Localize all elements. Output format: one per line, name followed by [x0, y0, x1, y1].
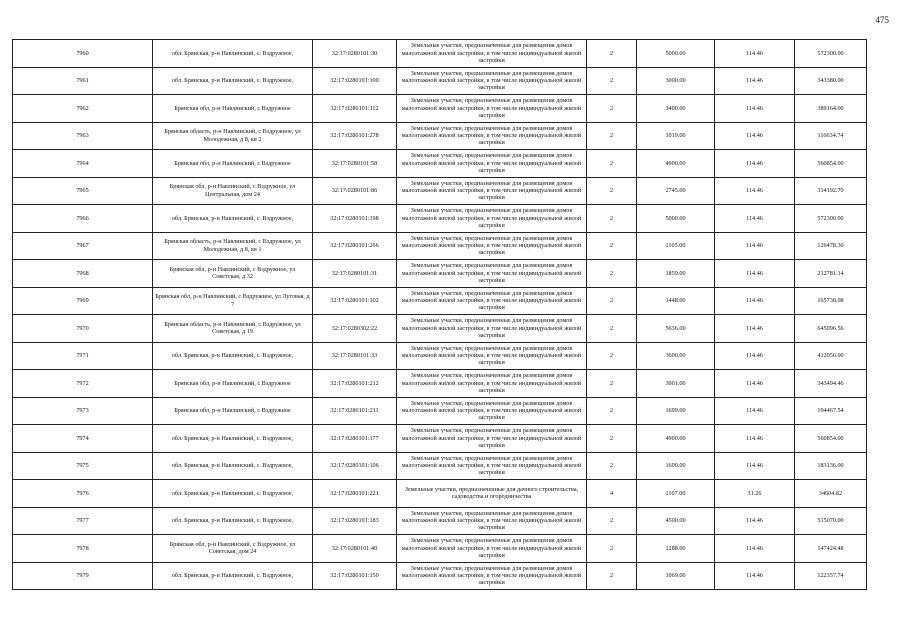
row-number: 7973	[13, 397, 153, 425]
cadastral-value-cell: 212781.14	[795, 260, 867, 288]
cadastral-value-cell: 126478.30	[795, 232, 867, 260]
table-row	[13, 95, 867, 123]
specific-value-cell: 114.46	[715, 315, 795, 343]
permitted-use-cell: Земельные участки, предназначенные для размещения домов малоэтажной жилой застройки, в том числе индивидуальной жилой застройки	[397, 535, 587, 563]
area-cell: 4900.00	[637, 425, 715, 453]
area-cell: 5000.00	[637, 40, 715, 68]
address-cell: Брянская область, р-н Навлинский, с Вздружное, ул Молодежная, д 8, кв 1	[153, 232, 313, 260]
table-row	[13, 287, 867, 315]
table-row	[13, 260, 867, 288]
address-cell: Брянская обл, р-н Навлинский, с Вздружное	[153, 95, 313, 123]
table-row	[13, 150, 867, 178]
permitted-use-cell: Земельные участки, предназначенные для размещения домов малоэтажной жилой застройки, в том числе индивидуальной жилой застройки	[397, 232, 587, 260]
permitted-use-cell: Земельные участки, предназначенные для размещения домов малоэтажной жилой застройки, в том числе индивидуальной жилой застройки	[397, 507, 587, 535]
area-cell: 1107.00	[637, 480, 715, 508]
cadastral-number-cell: 32:17:0280101:278	[313, 122, 397, 150]
cadastral-number-cell: 32:17:0280101:211	[313, 397, 397, 425]
table-row	[13, 507, 867, 535]
specific-value-cell: 114.46	[715, 397, 795, 425]
permitted-use-cell: Земельные участки, предназначенные для размещения домов малоэтажной жилой застройки, в том числе индивидуальной жилой застройки	[397, 95, 587, 123]
row-number: 7961	[13, 67, 153, 95]
row-number: 7975	[13, 452, 153, 480]
use-group-cell: 2	[587, 287, 637, 315]
permitted-use-cell: Земельные участки, предназначенные для размещения домов малоэтажной жилой застройки, в том числе индивидуальной жилой застройки	[397, 40, 587, 68]
specific-value-cell: 114.46	[715, 452, 795, 480]
area-cell: 1448.00	[637, 287, 715, 315]
permitted-use-cell: Земельные участки, предназначенные для дачного строительства, садоводства и огородничества	[397, 480, 587, 508]
address-cell: обл. Брянская, р-н Навлинский, с. Вздружное,	[153, 205, 313, 233]
row-number: 7962	[13, 95, 153, 123]
use-group-cell: 2	[587, 425, 637, 453]
row-number: 7965	[13, 177, 153, 205]
row-number: 7964	[13, 150, 153, 178]
specific-value-cell: 114.46	[715, 342, 795, 370]
permitted-use-cell: Земельные участки, предназначенные для размещения домов малоэтажной жилой застройки, в том числе индивидуальной жилой застройки	[397, 425, 587, 453]
permitted-use-cell: Земельные участки, предназначенные для размещения домов малоэтажной жилой застройки, в том числе индивидуальной жилой застройки	[397, 562, 587, 590]
specific-value-cell: 114.46	[715, 260, 795, 288]
cadastral-value-cell: 116634.74	[795, 122, 867, 150]
use-group-cell: 2	[587, 205, 637, 233]
cadastral-value-cell: 194467.54	[795, 397, 867, 425]
use-group-cell: 2	[587, 370, 637, 398]
area-cell: 2745.00	[637, 177, 715, 205]
address-cell: Брянская обл, р-н Навлинский, с Вздружное, ул Луговая, д 7	[153, 287, 313, 315]
address-cell: Брянская область, р-н Навлинский, с Вздружное, ул Молодежная, д 8, кв 2	[153, 122, 313, 150]
table-row	[13, 205, 867, 233]
area-cell: 1600.00	[637, 452, 715, 480]
cadastral-value-cell: 412056.00	[795, 342, 867, 370]
specific-value-cell: 114.46	[715, 40, 795, 68]
row-number: 7977	[13, 507, 153, 535]
cadastral-number-cell: 32:17:0280101:198	[313, 205, 397, 233]
permitted-use-cell: Земельные участки, предназначенные для размещения домов малоэтажной жилой застройки, в том числе индивидуальной жилой застройки	[397, 452, 587, 480]
permitted-use-cell: Земельные участки, предназначенные для размещения домов малоэтажной жилой застройки, в том числе индивидуальной жилой застройки	[397, 397, 587, 425]
use-group-cell: 2	[587, 122, 637, 150]
cadastral-value-cell: 560854.00	[795, 150, 867, 178]
use-group-cell: 2	[587, 177, 637, 205]
table-row	[13, 425, 867, 453]
cadastral-value-cell: 122357.74	[795, 562, 867, 590]
use-group-cell: 2	[587, 40, 637, 68]
cadastral-value-cell: 183136.00	[795, 452, 867, 480]
row-number: 7970	[13, 315, 153, 343]
table-row	[13, 397, 867, 425]
table-row	[13, 535, 867, 563]
cadastral-value-cell: 34604.82	[795, 480, 867, 508]
permitted-use-cell: Земельные участки, предназначенные для размещения домов малоэтажной жилой застройки, в том числе индивидуальной жилой застройки	[397, 150, 587, 178]
cadastral-number-cell: 32:17:0280101:31	[313, 260, 397, 288]
permitted-use-cell: Земельные участки, предназначенные для размещения домов малоэтажной жилой застройки, в том числе индивидуальной жилой застройки	[397, 315, 587, 343]
use-group-cell: 2	[587, 260, 637, 288]
row-number: 7979	[13, 562, 153, 590]
cadastral-number-cell: 32:17:0280101:30	[313, 40, 397, 68]
table-row	[13, 342, 867, 370]
area-cell: 5000.00	[637, 205, 715, 233]
address-cell: обл. Брянская, р-н Навлинский, с. Вздружное,	[153, 425, 313, 453]
specific-value-cell: 114.46	[715, 150, 795, 178]
address-cell: обл. Брянская, р-н Навлинский, с. Вздружное,	[153, 342, 313, 370]
row-number: 7971	[13, 342, 153, 370]
cadastral-value-cell: 572300.00	[795, 205, 867, 233]
cadastral-value-table	[12, 39, 867, 590]
cadastral-number-cell: 32:17:0280101:40	[313, 535, 397, 563]
row-number: 7960	[13, 40, 153, 68]
cadastral-value-cell: 560854.00	[795, 425, 867, 453]
permitted-use-cell: Земельные участки, предназначенные для размещения домов малоэтажной жилой застройки, в том числе индивидуальной жилой застройки	[397, 287, 587, 315]
table-row	[13, 232, 867, 260]
address-cell: обл. Брянская, р-н Навлинский, с. Вздружное,	[153, 67, 313, 95]
cadastral-value-cell: 343494.46	[795, 370, 867, 398]
use-group-cell: 4	[587, 480, 637, 508]
specific-value-cell: 114.46	[715, 562, 795, 590]
cadastral-number-cell: 32:17:0280101:266	[313, 232, 397, 260]
cadastral-value-cell: 389164.00	[795, 95, 867, 123]
cadastral-value-cell: 314192.70	[795, 177, 867, 205]
use-group-cell: 2	[587, 507, 637, 535]
specific-value-cell: 114.46	[715, 507, 795, 535]
specific-value-cell: 114.46	[715, 287, 795, 315]
cadastral-number-cell: 32:17:0280101:221	[313, 480, 397, 508]
area-cell: 1699.00	[637, 397, 715, 425]
address-cell: Брянская обл, р-н Навлинский, с Вздружное, ул Советская, д 32	[153, 260, 313, 288]
address-cell: обл. Брянская, р-н Навлинский, с. Вздружное,	[153, 40, 313, 68]
use-group-cell: 2	[587, 562, 637, 590]
row-number: 7974	[13, 425, 153, 453]
address-cell: Брянская обл, р-н Навлинский, с Вздружное, ул Центральная, дом 24	[153, 177, 313, 205]
use-group-cell: 2	[587, 452, 637, 480]
address-cell: Брянская обл, р-н Навлинский, с Вздружное	[153, 370, 313, 398]
cadastral-number-cell: 32:17:0280101:102	[313, 287, 397, 315]
row-number: 7972	[13, 370, 153, 398]
area-cell: 1105.00	[637, 232, 715, 260]
cadastral-value-cell: 515070.00	[795, 507, 867, 535]
area-cell: 4500.00	[637, 507, 715, 535]
cadastral-value-cell: 147424.48	[795, 535, 867, 563]
table-row	[13, 562, 867, 590]
area-cell: 5636.00	[637, 315, 715, 343]
table-row	[13, 315, 867, 343]
permitted-use-cell: Земельные участки, предназначенные для размещения домов малоэтажной жилой застройки, в том числе индивидуальной жилой застройки	[397, 205, 587, 233]
table-row	[13, 370, 867, 398]
specific-value-cell: 114.46	[715, 67, 795, 95]
specific-value-cell: 114.46	[715, 535, 795, 563]
address-cell: обл. Брянская, р-н Навлинский, с. Вздружное,	[153, 507, 313, 535]
use-group-cell: 2	[587, 342, 637, 370]
permitted-use-cell: Земельные участки, предназначенные для размещения домов малоэтажной жилой застройки, в том числе индивидуальной жилой застройки	[397, 260, 587, 288]
address-cell: Брянская обл, р-н Навлинский, с Вздружное	[153, 150, 313, 178]
permitted-use-cell: Земельные участки, предназначенные для размещения домов малоэтажной жилой застройки, в том числе индивидуальной жилой застройки	[397, 342, 587, 370]
table-row	[13, 67, 867, 95]
specific-value-cell: 31.26	[715, 480, 795, 508]
cadastral-number-cell: 32:17:0280302:22	[313, 315, 397, 343]
specific-value-cell: 114.46	[715, 177, 795, 205]
table-row	[13, 480, 867, 508]
row-number: 7976	[13, 480, 153, 508]
permitted-use-cell: Земельные участки, предназначенные для размещения домов малоэтажной жилой застройки, в том числе индивидуальной жилой застройки	[397, 370, 587, 398]
permitted-use-cell: Земельные участки, предназначенные для размещения домов малоэтажной жилой застройки, в том числе индивидуальной жилой застройки	[397, 122, 587, 150]
table-row	[13, 177, 867, 205]
row-number: 7978	[13, 535, 153, 563]
address-cell: Брянская обл, р-н Навлинский, с Вздружное	[153, 397, 313, 425]
cadastral-number-cell: 32:17:0280101:58	[313, 150, 397, 178]
area-cell: 1288.00	[637, 535, 715, 563]
cadastral-number-cell: 32:17:0280101:183	[313, 507, 397, 535]
use-group-cell: 2	[587, 315, 637, 343]
row-number: 7967	[13, 232, 153, 260]
area-cell: 3600.00	[637, 342, 715, 370]
address-cell: обл. Брянская, р-н Навлинский, с. Вздружное,	[153, 562, 313, 590]
permitted-use-cell: Земельные участки, предназначенные для размещения домов малоэтажной жилой застройки, в том числе индивидуальной жилой застройки	[397, 177, 587, 205]
cadastral-value-cell: 572300.00	[795, 40, 867, 68]
area-cell: 3400.00	[637, 95, 715, 123]
table-row	[13, 40, 867, 68]
area-cell: 3001.00	[637, 370, 715, 398]
use-group-cell: 2	[587, 95, 637, 123]
cadastral-number-cell: 32:17:0280101:177	[313, 425, 397, 453]
area-cell: 3000.00	[637, 67, 715, 95]
area-cell: 4900.00	[637, 150, 715, 178]
cadastral-number-cell: 32:17:0280101:150	[313, 562, 397, 590]
area-cell: 1859.00	[637, 260, 715, 288]
row-number: 7963	[13, 122, 153, 150]
cadastral-value-cell: 165738.08	[795, 287, 867, 315]
cadastral-number-cell: 32:17:0280101:100	[313, 67, 397, 95]
specific-value-cell: 114.46	[715, 205, 795, 233]
page-number: 475	[875, 15, 889, 25]
cadastral-number-cell: 32:17:0280101:106	[313, 452, 397, 480]
area-cell: 1019.00	[637, 122, 715, 150]
address-cell: обл. Брянская, р-н Навлинский, с. Вздружное,	[153, 452, 313, 480]
specific-value-cell: 114.46	[715, 95, 795, 123]
table-row	[13, 452, 867, 480]
use-group-cell: 2	[587, 535, 637, 563]
row-number: 7968	[13, 260, 153, 288]
cadastral-number-cell: 32:17:0280101:33	[313, 342, 397, 370]
area-cell: 1069.00	[637, 562, 715, 590]
cadastral-value-cell: 645096.56	[795, 315, 867, 343]
cadastral-value-cell: 343380.00	[795, 67, 867, 95]
use-group-cell: 2	[587, 397, 637, 425]
use-group-cell: 2	[587, 67, 637, 95]
permitted-use-cell: Земельные участки, предназначенные для размещения домов малоэтажной жилой застройки, в том числе индивидуальной жилой застройки	[397, 67, 587, 95]
cadastral-number-cell: 32:17:0280101:112	[313, 95, 397, 123]
table-row	[13, 122, 867, 150]
specific-value-cell: 114.46	[715, 232, 795, 260]
specific-value-cell: 114.46	[715, 370, 795, 398]
address-cell: Брянская область, р-н Навлинский, с Вздружное, ул Советская, д 19	[153, 315, 313, 343]
row-number: 7966	[13, 205, 153, 233]
table-body	[13, 40, 867, 590]
cadastral-number-cell: 32:17:0280101:212	[313, 370, 397, 398]
address-cell: обл. Брянская, р-н Навлинский, с. Вздружное,	[153, 480, 313, 508]
use-group-cell: 2	[587, 232, 637, 260]
cadastral-number-cell: 32:17:0280101:86	[313, 177, 397, 205]
use-group-cell: 2	[587, 150, 637, 178]
specific-value-cell: 114.46	[715, 425, 795, 453]
row-number: 7969	[13, 287, 153, 315]
address-cell: Брянская обл, р-н Навлинский, с Вздружное, ул Советская, дом 24	[153, 535, 313, 563]
specific-value-cell: 114.46	[715, 122, 795, 150]
